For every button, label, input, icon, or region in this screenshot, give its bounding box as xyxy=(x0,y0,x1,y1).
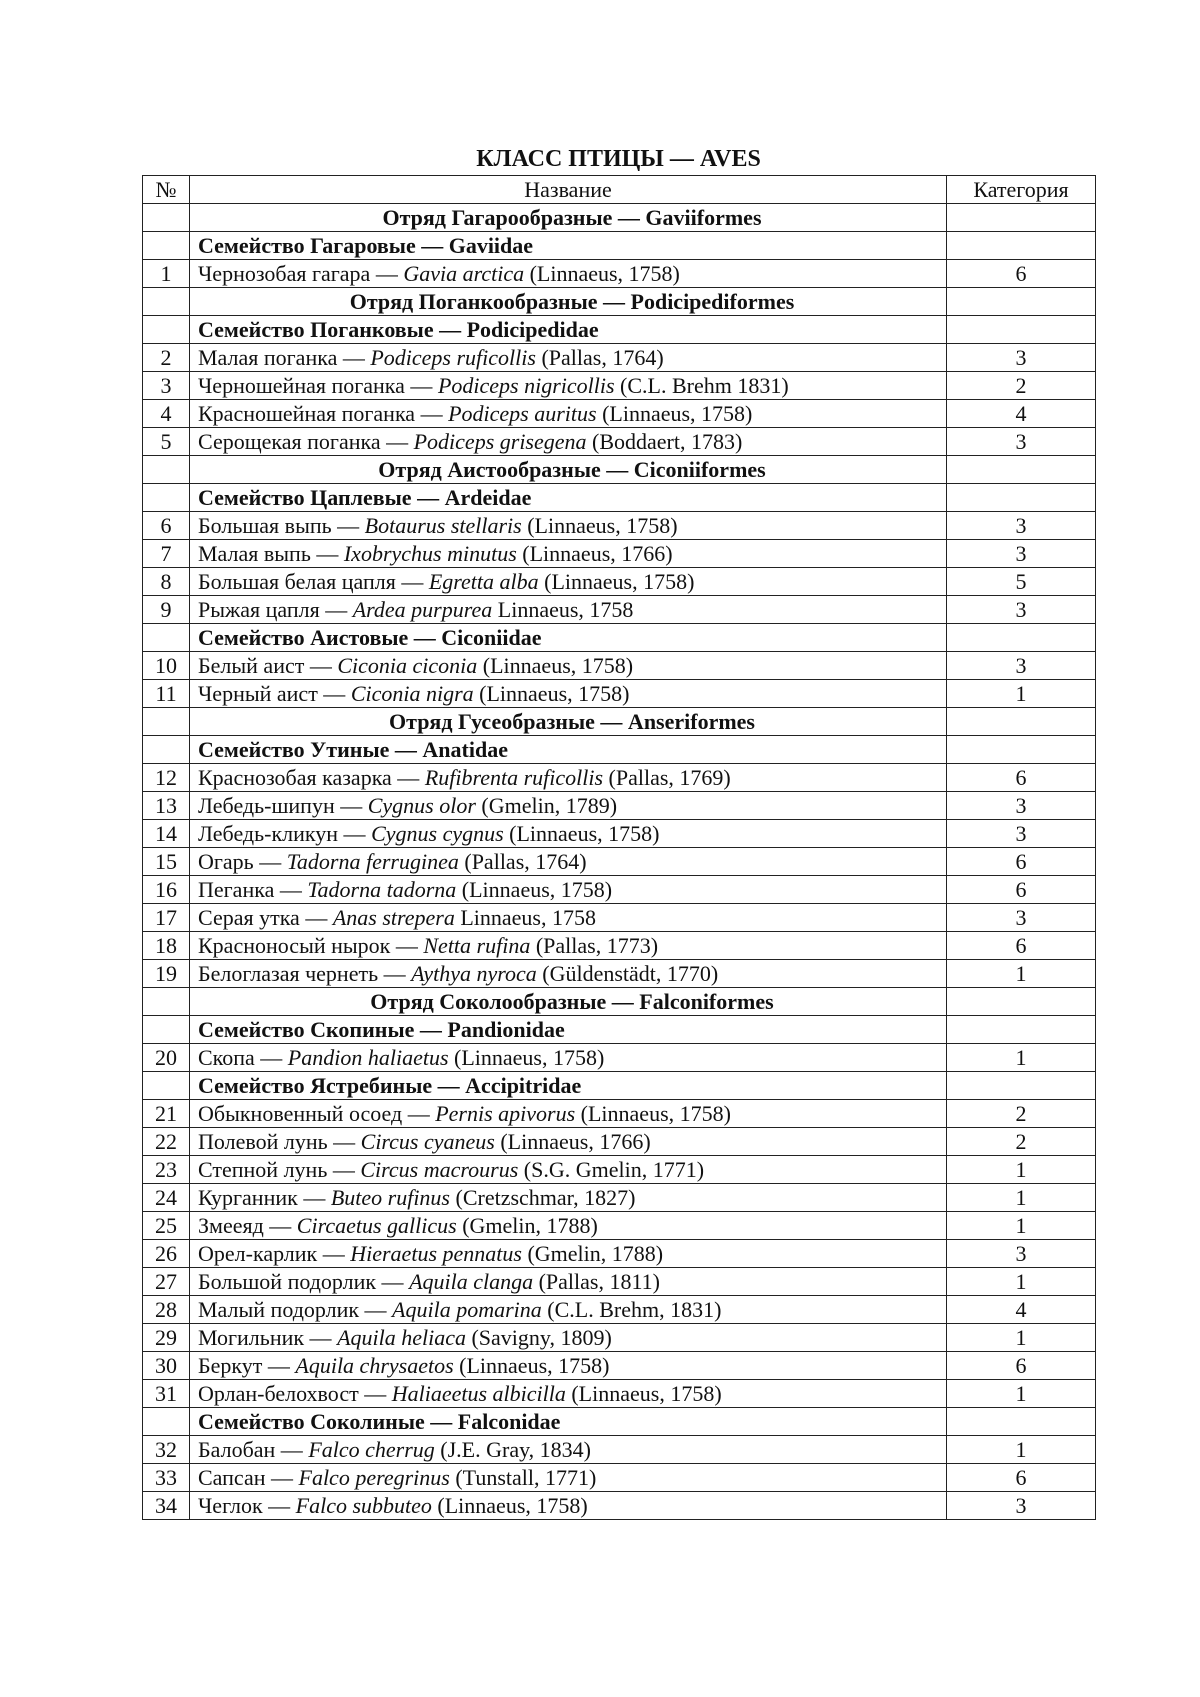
species-name xyxy=(190,652,947,680)
species-author: (Linnaeus, 1758) xyxy=(524,261,680,286)
species-row xyxy=(143,344,1096,372)
species-latin-name: Tadorna ferruginea xyxy=(286,849,459,874)
row-category: 2 xyxy=(947,1128,1096,1156)
species-author: (Linnaeus, 1766) xyxy=(516,541,673,566)
species-latin-name: Ixobrychus minutus xyxy=(343,541,517,566)
species-russian-name: Скопа — xyxy=(198,1045,288,1070)
row-category: 1 xyxy=(947,1156,1096,1184)
species-name xyxy=(190,1240,947,1268)
order-heading: Отряд Соколообразные — Falconiformes xyxy=(190,988,947,1016)
row-number xyxy=(143,484,190,512)
species-name xyxy=(190,904,947,932)
family-heading: Семейство Скопиные — Pandionidae xyxy=(190,1016,947,1044)
order-row xyxy=(143,708,1096,736)
row-category: 5 xyxy=(947,568,1096,596)
species-latin-name: Falco peregrinus xyxy=(298,1465,450,1490)
species-latin-name: Haliaeetus albicilla xyxy=(391,1381,566,1406)
row-number xyxy=(143,1408,190,1436)
row-number: 7 xyxy=(143,540,190,568)
species-name xyxy=(190,1324,947,1352)
row-number: 2 xyxy=(143,344,190,372)
species-latin-name: Podiceps ruficollis xyxy=(370,345,536,370)
row-number xyxy=(143,204,190,232)
species-author: (Gmelin, 1789) xyxy=(475,793,618,818)
row-number: 14 xyxy=(143,820,190,848)
species-row xyxy=(143,428,1096,456)
species-russian-name: Лебедь-кликун — xyxy=(198,821,372,846)
row-number: 22 xyxy=(143,1128,190,1156)
species-russian-name: Лебедь-шипун — xyxy=(198,793,368,818)
row-number: 23 xyxy=(143,1156,190,1184)
species-name xyxy=(190,932,947,960)
row-category: 6 xyxy=(947,1464,1096,1492)
species-row xyxy=(143,1380,1096,1408)
row-number: 15 xyxy=(143,848,190,876)
species-latin-name: Aquila heliaca xyxy=(337,1325,466,1350)
species-latin-name: Anas strepera xyxy=(332,905,455,930)
species-author: (Linnaeus, 1758) xyxy=(456,877,613,902)
species-author: (Güldenstädt, 1770) xyxy=(536,961,719,986)
species-name xyxy=(190,1436,947,1464)
species-author: (Cretzschmar, 1827) xyxy=(450,1185,636,1210)
species-latin-name: Buteo rufinus xyxy=(330,1185,450,1210)
species-name xyxy=(190,400,947,428)
row-category: 3 xyxy=(947,792,1096,820)
page-title: КЛАСС ПТИЦЫ — AVES xyxy=(476,146,761,172)
row-number: 24 xyxy=(143,1184,190,1212)
row-category: 3 xyxy=(947,344,1096,372)
species-row xyxy=(143,1268,1096,1296)
row-category: 3 xyxy=(947,540,1096,568)
species-russian-name: Большая белая цапля — xyxy=(198,569,429,594)
species-name xyxy=(190,540,947,568)
species-latin-name: Tadorna tadorna xyxy=(307,877,457,902)
species-russian-name: Змееяд — xyxy=(198,1213,297,1238)
species-name xyxy=(190,1184,947,1212)
row-number: 6 xyxy=(143,512,190,540)
species-row xyxy=(143,652,1096,680)
row-category xyxy=(947,708,1096,736)
row-category: 6 xyxy=(947,848,1096,876)
row-number: 1 xyxy=(143,260,190,288)
family-row xyxy=(143,1072,1096,1100)
species-latin-name: Circus cyaneus xyxy=(360,1129,495,1154)
species-author: (Boddaert, 1783) xyxy=(586,429,743,454)
table-body xyxy=(143,204,1096,1520)
species-name xyxy=(190,848,947,876)
species-row xyxy=(143,1436,1096,1464)
row-number xyxy=(143,1016,190,1044)
species-author: (Pallas, 1811) xyxy=(533,1269,660,1294)
species-russian-name: Малая поганка — xyxy=(198,345,371,370)
species-author: (S.G. Gmelin, 1771) xyxy=(518,1157,705,1182)
species-author: (Linnaeus, 1758) xyxy=(448,1045,605,1070)
row-number xyxy=(143,232,190,260)
family-heading: Семейство Поганковые — Podicipedidae xyxy=(190,316,947,344)
species-author: (C.L. Brehm, 1831) xyxy=(541,1297,722,1322)
row-number: 25 xyxy=(143,1212,190,1240)
row-category: 3 xyxy=(947,596,1096,624)
species-row xyxy=(143,596,1096,624)
row-category xyxy=(947,1016,1096,1044)
species-author: (Tunstall, 1771) xyxy=(449,1465,597,1490)
header-name: Название xyxy=(190,176,947,204)
row-category xyxy=(947,316,1096,344)
row-category: 1 xyxy=(947,1324,1096,1352)
row-category: 1 xyxy=(947,1268,1096,1296)
species-author: (Linnaeus, 1766) xyxy=(494,1129,651,1154)
row-category xyxy=(947,1072,1096,1100)
species-latin-name: Falco subbuteo xyxy=(295,1493,432,1518)
species-row xyxy=(143,1352,1096,1380)
species-russian-name: Балобан — xyxy=(198,1437,309,1462)
species-russian-name: Большая выпь — xyxy=(198,513,365,538)
species-latin-name: Ciconia nigra xyxy=(350,681,474,706)
species-name xyxy=(190,1128,947,1156)
row-number xyxy=(143,708,190,736)
species-row xyxy=(143,848,1096,876)
row-number: 17 xyxy=(143,904,190,932)
species-row xyxy=(143,1212,1096,1240)
species-name xyxy=(190,260,947,288)
species-latin-name: Aythya nyroca xyxy=(411,961,537,986)
row-category: 1 xyxy=(947,680,1096,708)
species-russian-name: Рыжая цапля — xyxy=(198,597,353,622)
order-heading: Отряд Гагарообразные — Gaviiformes xyxy=(190,204,947,232)
family-heading: Семейство Гагаровые — Gaviidae xyxy=(190,232,947,260)
order-heading: Отряд Поганкообразные — Podicipediformes xyxy=(190,288,947,316)
family-row xyxy=(143,316,1096,344)
species-author: (Linnaeus, 1758) xyxy=(565,1381,722,1406)
species-russian-name: Красношейная поганка — xyxy=(198,401,449,426)
species-name xyxy=(190,1268,947,1296)
order-heading: Отряд Гусеобразные — Anseriformes xyxy=(190,708,947,736)
species-russian-name: Степной лунь — xyxy=(198,1157,361,1182)
row-category: 3 xyxy=(947,652,1096,680)
species-russian-name: Серая утка — xyxy=(198,905,333,930)
species-latin-name: Aquila pomarina xyxy=(392,1297,542,1322)
row-category xyxy=(947,232,1096,260)
species-russian-name: Пеганка — xyxy=(198,877,308,902)
species-name xyxy=(190,1044,947,1072)
row-number: 12 xyxy=(143,764,190,792)
family-heading: Семейство Ястребиные — Accipitridae xyxy=(190,1072,947,1100)
species-name xyxy=(190,876,947,904)
species-author: (Linnaeus, 1758) xyxy=(521,513,678,538)
species-author: Linnaeus, 1758 xyxy=(492,597,634,622)
species-row xyxy=(143,1324,1096,1352)
species-row xyxy=(143,1156,1096,1184)
row-category xyxy=(947,1408,1096,1436)
species-author: (Linnaeus, 1758) xyxy=(477,653,634,678)
order-heading: Отряд Аистообразные — Ciconiiformes xyxy=(190,456,947,484)
order-row xyxy=(143,988,1096,1016)
row-category: 3 xyxy=(947,820,1096,848)
header-category: Категория xyxy=(947,176,1096,204)
row-number: 8 xyxy=(143,568,190,596)
row-category xyxy=(947,456,1096,484)
row-category xyxy=(947,736,1096,764)
species-author: (Pallas, 1764) xyxy=(458,849,587,874)
species-row xyxy=(143,400,1096,428)
species-author: (Linnaeus, 1758) xyxy=(503,821,660,846)
species-author: (Pallas, 1773) xyxy=(530,933,659,958)
row-number: 27 xyxy=(143,1268,190,1296)
species-latin-name: Podiceps auritus xyxy=(448,401,597,426)
species-name xyxy=(190,1212,947,1240)
row-number xyxy=(143,988,190,1016)
species-latin-name: Aquila chrysaetos xyxy=(295,1353,454,1378)
species-row xyxy=(143,1044,1096,1072)
species-author: (Gmelin, 1788) xyxy=(456,1213,598,1238)
species-row xyxy=(143,540,1096,568)
species-row xyxy=(143,932,1096,960)
row-category: 3 xyxy=(947,1240,1096,1268)
row-category: 2 xyxy=(947,1100,1096,1128)
species-latin-name: Cygnus olor xyxy=(367,793,476,818)
species-latin-name: Botaurus stellaris xyxy=(364,513,522,538)
row-category: 6 xyxy=(947,876,1096,904)
species-author: (Gmelin, 1788) xyxy=(521,1241,664,1266)
row-category: 1 xyxy=(947,960,1096,988)
row-category: 1 xyxy=(947,1044,1096,1072)
row-category: 4 xyxy=(947,1296,1096,1324)
family-heading: Семейство Аистовые — Ciconiidae xyxy=(190,624,947,652)
species-latin-name: Ardea purpurea xyxy=(352,597,493,622)
species-author: (Linnaeus, 1758) xyxy=(538,569,695,594)
row-category: 1 xyxy=(947,1436,1096,1464)
row-category xyxy=(947,988,1096,1016)
species-russian-name: Сапсан — xyxy=(198,1465,299,1490)
species-author: (Linnaeus, 1758) xyxy=(473,681,630,706)
order-row xyxy=(143,456,1096,484)
species-russian-name: Красноносый нырок — xyxy=(198,933,424,958)
row-number: 10 xyxy=(143,652,190,680)
row-number xyxy=(143,456,190,484)
species-latin-name: Falco cherrug xyxy=(308,1437,435,1462)
family-row xyxy=(143,484,1096,512)
species-russian-name: Черношейная поганка — xyxy=(198,373,438,398)
species-russian-name: Курганник — xyxy=(198,1185,331,1210)
row-number xyxy=(143,624,190,652)
row-number: 20 xyxy=(143,1044,190,1072)
species-latin-name: Netta rufina xyxy=(423,933,531,958)
row-category xyxy=(947,624,1096,652)
row-number: 31 xyxy=(143,1380,190,1408)
species-name xyxy=(190,1380,947,1408)
row-number: 29 xyxy=(143,1324,190,1352)
species-row xyxy=(143,792,1096,820)
row-category: 1 xyxy=(947,1184,1096,1212)
species-latin-name: Podiceps nigricollis xyxy=(437,373,615,398)
species-author: (Pallas, 1764) xyxy=(535,345,664,370)
row-category: 6 xyxy=(947,260,1096,288)
row-number: 11 xyxy=(143,680,190,708)
species-russian-name: Огарь — xyxy=(198,849,287,874)
header-num: № xyxy=(143,176,190,204)
row-category xyxy=(947,204,1096,232)
row-number: 33 xyxy=(143,1464,190,1492)
species-name xyxy=(190,1492,947,1520)
species-russian-name: Белый аист — xyxy=(198,653,338,678)
species-russian-name: Обыкновенный осоед — xyxy=(198,1101,436,1126)
species-name xyxy=(190,1156,947,1184)
species-latin-name: Ciconia ciconia xyxy=(337,653,478,678)
family-row xyxy=(143,1408,1096,1436)
species-name xyxy=(190,512,947,540)
species-latin-name: Gavia arctica xyxy=(403,261,525,286)
species-russian-name: Черный аист — xyxy=(198,681,351,706)
row-category: 3 xyxy=(947,512,1096,540)
row-number: 18 xyxy=(143,932,190,960)
row-category: 6 xyxy=(947,1352,1096,1380)
species-row xyxy=(143,1128,1096,1156)
species-latin-name: Circaetus gallicus xyxy=(296,1213,457,1238)
species-russian-name: Серощекая поганка — xyxy=(198,429,414,454)
species-latin-name: Rufibrenta ruficollis xyxy=(424,765,604,790)
row-category: 3 xyxy=(947,904,1096,932)
row-category: 3 xyxy=(947,428,1096,456)
species-name xyxy=(190,680,947,708)
order-row xyxy=(143,288,1096,316)
row-number: 30 xyxy=(143,1352,190,1380)
species-name xyxy=(190,764,947,792)
species-author: (J.E. Gray, 1834) xyxy=(434,1437,591,1462)
species-row xyxy=(143,260,1096,288)
species-author: (C.L. Brehm 1831) xyxy=(614,373,789,398)
row-category: 2 xyxy=(947,372,1096,400)
species-name xyxy=(190,1352,947,1380)
row-number: 3 xyxy=(143,372,190,400)
row-number: 32 xyxy=(143,1436,190,1464)
row-category: 1 xyxy=(947,1380,1096,1408)
species-russian-name: Краснозобая казарка — xyxy=(198,765,425,790)
row-number: 13 xyxy=(143,792,190,820)
row-category xyxy=(947,288,1096,316)
table-header-row xyxy=(143,176,1096,204)
row-category: 6 xyxy=(947,932,1096,960)
row-number: 34 xyxy=(143,1492,190,1520)
species-author: (Linnaeus, 1758) xyxy=(596,401,753,426)
species-author: (Linnaeus, 1758) xyxy=(575,1101,731,1126)
species-latin-name: Circus macrourus xyxy=(360,1157,519,1182)
species-row xyxy=(143,372,1096,400)
species-name xyxy=(190,820,947,848)
species-russian-name: Большой подорлик — xyxy=(198,1269,410,1294)
species-latin-name: Podiceps grisegena xyxy=(413,429,587,454)
species-russian-name: Малый подорлик — xyxy=(198,1297,393,1322)
family-row xyxy=(143,624,1096,652)
species-row xyxy=(143,1240,1096,1268)
species-row xyxy=(143,960,1096,988)
row-category: 4 xyxy=(947,400,1096,428)
species-row xyxy=(143,876,1096,904)
row-category: 3 xyxy=(947,1492,1096,1520)
species-row xyxy=(143,1184,1096,1212)
row-number xyxy=(143,736,190,764)
species-russian-name: Белоглазая чернеть — xyxy=(198,961,412,986)
species-name xyxy=(190,1100,947,1128)
row-number: 4 xyxy=(143,400,190,428)
species-author: (Linnaeus, 1758) xyxy=(453,1353,610,1378)
row-number xyxy=(143,1072,190,1100)
family-heading: Семейство Утиные — Anatidae xyxy=(190,736,947,764)
species-latin-name: Pandion haliaetus xyxy=(287,1045,449,1070)
species-latin-name: Cygnus cygnus xyxy=(371,821,504,846)
species-row xyxy=(143,764,1096,792)
species-row xyxy=(143,568,1096,596)
species-row xyxy=(143,904,1096,932)
species-author: (Pallas, 1769) xyxy=(603,765,731,790)
species-row xyxy=(143,1100,1096,1128)
row-category xyxy=(947,484,1096,512)
species-russian-name: Полевой лунь — xyxy=(198,1129,361,1154)
row-number xyxy=(143,316,190,344)
species-latin-name: Egretta alba xyxy=(428,569,539,594)
row-number: 5 xyxy=(143,428,190,456)
species-name xyxy=(190,596,947,624)
species-russian-name: Могильник — xyxy=(198,1325,338,1350)
family-row xyxy=(143,232,1096,260)
species-row xyxy=(143,680,1096,708)
row-number xyxy=(143,288,190,316)
species-row xyxy=(143,1296,1096,1324)
row-number: 19 xyxy=(143,960,190,988)
species-name xyxy=(190,344,947,372)
family-row xyxy=(143,736,1096,764)
family-heading: Семейство Соколиные — Falconidae xyxy=(190,1408,947,1436)
species-table xyxy=(142,175,1096,1520)
species-name xyxy=(190,1464,947,1492)
species-russian-name: Чернозобая гагара — xyxy=(198,261,404,286)
species-russian-name: Орлан-белохвост — xyxy=(198,1381,392,1406)
species-latin-name: Aquila clanga xyxy=(409,1269,534,1294)
species-name xyxy=(190,792,947,820)
row-number: 21 xyxy=(143,1100,190,1128)
species-row xyxy=(143,820,1096,848)
species-russian-name: Чеглок — xyxy=(198,1493,296,1518)
row-number: 26 xyxy=(143,1240,190,1268)
row-category: 1 xyxy=(947,1212,1096,1240)
family-row xyxy=(143,1016,1096,1044)
row-category: 6 xyxy=(947,764,1096,792)
species-row xyxy=(143,512,1096,540)
species-latin-name: Pernis apivorus xyxy=(435,1101,576,1126)
species-author: (Savigny, 1809) xyxy=(465,1325,612,1350)
species-name xyxy=(190,1296,947,1324)
species-name xyxy=(190,372,947,400)
species-name xyxy=(190,428,947,456)
species-author: Linnaeus, 1758 xyxy=(454,905,596,930)
species-russian-name: Малая выпь — xyxy=(198,541,344,566)
species-name xyxy=(190,960,947,988)
family-heading: Семейство Цаплевые — Ardeidae xyxy=(190,484,947,512)
species-author: (Linnaeus, 1758) xyxy=(431,1493,588,1518)
species-row xyxy=(143,1492,1096,1520)
species-name xyxy=(190,568,947,596)
row-number: 16 xyxy=(143,876,190,904)
row-number: 28 xyxy=(143,1296,190,1324)
species-russian-name: Беркут — xyxy=(198,1353,296,1378)
order-row xyxy=(143,204,1096,232)
species-row xyxy=(143,1464,1096,1492)
species-russian-name: Орел-карлик — xyxy=(198,1241,351,1266)
row-number: 9 xyxy=(143,596,190,624)
species-latin-name: Hieraetus pennatus xyxy=(350,1241,522,1266)
